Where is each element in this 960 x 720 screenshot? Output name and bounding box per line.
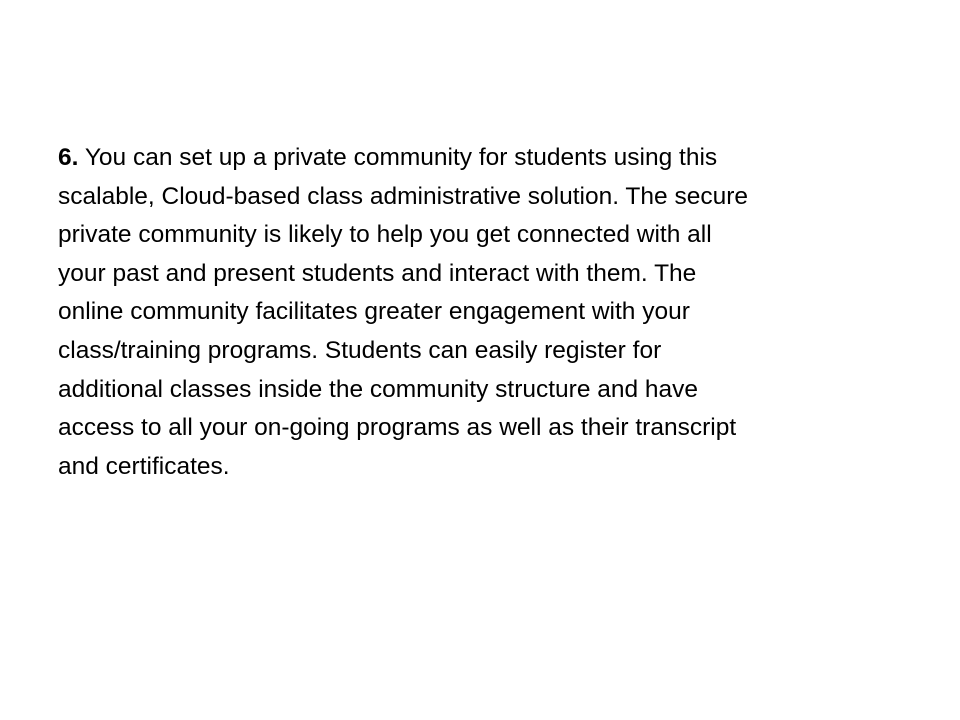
text-line-6: class/training programs. Students can easily register for (58, 336, 662, 364)
text-line-1 (58, 139, 918, 178)
text-line-5: online community facilitates greater engagement with your (58, 298, 690, 326)
slide-body-text (58, 139, 918, 486)
text-line-8: access to all your on-going programs as well as their transcript (58, 414, 737, 442)
text-line-4: your past and present students and interact with them. The (58, 259, 697, 287)
text-line-9: and certificates. (58, 452, 230, 480)
text-line-1-content: You can set up a private community for students using this (84, 144, 718, 171)
text-line-7: additional classes inside the community structure and have (58, 375, 699, 403)
text-line-2: scalable, Cloud-based class administrative solution. The secure (58, 182, 748, 210)
text-line-3: private community is likely to help you get connected with all (58, 221, 712, 249)
item-number: 6. (58, 144, 79, 171)
